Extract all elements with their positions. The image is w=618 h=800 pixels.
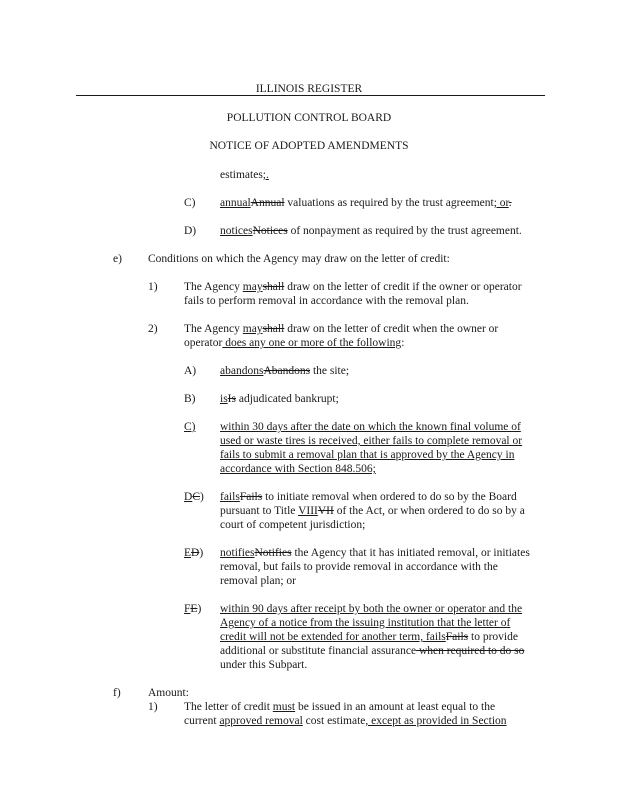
deleted-text: Is bbox=[227, 393, 236, 405]
item-b-label: B) bbox=[184, 393, 196, 405]
body-text: of the Act, or when ordered to do so by a bbox=[333, 505, 525, 517]
item-e-d-line-1 bbox=[220, 546, 530, 560]
inserted-text: notifies bbox=[220, 547, 255, 559]
body-text: be issued in an amount at least equal to the bbox=[295, 701, 496, 713]
item-d-text bbox=[220, 224, 522, 238]
item-c-new-line-4: accordance with Section 848.506; bbox=[220, 463, 376, 475]
deleted-text: Fails bbox=[239, 491, 263, 503]
item-d-c-line-3: court of competent jurisdiction; bbox=[220, 519, 366, 531]
item-a-text bbox=[220, 364, 349, 378]
inserted-text: VIII bbox=[298, 505, 318, 517]
deleted-text: shall bbox=[262, 323, 285, 335]
item-c-label: C) bbox=[184, 197, 196, 209]
deleted-text: VII bbox=[317, 505, 334, 517]
body-text: of nonpayment as required by the trust agreement. bbox=[287, 225, 522, 237]
body-text: the site; bbox=[310, 365, 350, 377]
body-text: additional or substitute financial assurance bbox=[220, 645, 417, 657]
body-text: the Agency that it has initiated removal, or initiates bbox=[291, 547, 530, 559]
deleted-text: Fails bbox=[445, 631, 469, 643]
body-text: : bbox=[401, 337, 405, 349]
deleted-text: Abandons bbox=[263, 365, 311, 377]
item-d-c-label bbox=[184, 490, 204, 504]
item-f-e-line-5: under this Subpart. bbox=[220, 659, 308, 671]
body-text: cost estimate bbox=[302, 715, 366, 727]
inserted-text: is bbox=[220, 393, 228, 405]
inserted-text: approved removal bbox=[219, 715, 303, 727]
deleted-text: shall bbox=[262, 281, 285, 293]
header-rule bbox=[76, 95, 545, 96]
subsection-e-text: Conditions on which the Agency may draw on the letter of credit: bbox=[148, 253, 450, 265]
inserted-text: may bbox=[242, 281, 263, 293]
item-d-c-line-1 bbox=[220, 490, 517, 504]
subsection-f-label: f) bbox=[113, 687, 121, 699]
subsection-f-text: Amount: bbox=[148, 687, 189, 699]
body-text: The Agency bbox=[184, 281, 243, 293]
item-a-label: A) bbox=[184, 365, 197, 377]
inserted-text: E bbox=[184, 547, 192, 559]
deleted-text: D bbox=[191, 547, 200, 559]
item-c-new-line-2: used or waste tires is received, either fails to complete removal or bbox=[220, 435, 523, 447]
body-text: operator bbox=[184, 337, 223, 349]
body-text: valuations as required by the trust agreement bbox=[284, 197, 494, 209]
deleted-text: C bbox=[192, 491, 200, 503]
deleted-text: Notices bbox=[252, 225, 288, 237]
inserted-text: annual bbox=[220, 197, 251, 209]
board-heading: POLLUTION CONTROL BOARD bbox=[226, 112, 392, 124]
item-c-text bbox=[220, 196, 512, 210]
deleted-text: E bbox=[190, 603, 198, 615]
body-text: The Agency bbox=[184, 323, 243, 335]
inserted-text: may bbox=[242, 323, 263, 335]
inserted-text: D bbox=[184, 491, 193, 503]
item-f-e-line-3 bbox=[220, 630, 518, 644]
deleted-text: . bbox=[508, 197, 512, 209]
item-f-e-line-4 bbox=[220, 644, 524, 658]
body-text: to initiate removal when ordered to do so by the Board bbox=[262, 491, 517, 503]
body-text: ) bbox=[199, 547, 204, 559]
item-e-d-line-2: removal, but fails to provide removal in accordance with the bbox=[220, 561, 498, 573]
item-c-new-line-1: within 30 days after the date on which the known final volume of bbox=[220, 421, 521, 433]
item-1-line-2: fails to perform removal in accordance with the removal plan. bbox=[184, 295, 469, 307]
item-b-text bbox=[220, 392, 339, 406]
item-d-label: D) bbox=[184, 225, 197, 237]
inserted-text: fails bbox=[425, 631, 446, 643]
amount-item-1-line-1 bbox=[184, 700, 495, 714]
inserted-text: , except as provided in Section bbox=[365, 715, 507, 727]
inserted-text: ; or bbox=[493, 197, 509, 209]
body-text: to provide bbox=[468, 631, 518, 643]
inserted-text: credit will not be extended for another term, bbox=[220, 631, 426, 643]
item-e-d-line-3: removal plan; or bbox=[220, 575, 297, 587]
deleted-text: Annual bbox=[250, 197, 285, 209]
inserted-text: F bbox=[184, 603, 191, 615]
item-f-e-line-2: Agency of a notice from the issuing institution that the letter of bbox=[220, 617, 511, 629]
item-2-label: 2) bbox=[148, 323, 158, 335]
estimates-line bbox=[220, 168, 269, 182]
notice-heading: NOTICE OF ADOPTED AMENDMENTS bbox=[209, 140, 409, 152]
deleted-text: Notifies bbox=[254, 547, 292, 559]
item-f-e-line-1: within 90 days after receipt by both the owner or operator and the bbox=[220, 603, 523, 615]
item-f-e-label bbox=[184, 602, 201, 616]
item-d-c-line-2 bbox=[220, 504, 525, 518]
body-text: ) bbox=[197, 603, 202, 615]
inserted-text: must bbox=[272, 701, 296, 713]
inserted-text: fails bbox=[220, 491, 240, 503]
body-text: draw on the letter of credit when the owner or bbox=[284, 323, 499, 335]
amount-item-1-line-2 bbox=[184, 714, 507, 728]
body-text: adjudicated bankrupt; bbox=[235, 393, 339, 405]
subsection-e-label: e) bbox=[113, 253, 122, 265]
body-text: ) bbox=[199, 491, 204, 503]
body-text: The letter of credit bbox=[184, 701, 273, 713]
body-text: pursuant to Title bbox=[220, 505, 299, 517]
item-1-label: 1) bbox=[148, 281, 158, 293]
body-text: draw on the letter of credit if the owner or operator bbox=[284, 281, 522, 293]
item-2-line-2 bbox=[184, 336, 404, 350]
inserted-text: does any one or more of the following bbox=[222, 337, 402, 349]
inserted-text: notices bbox=[220, 225, 253, 237]
body-text: current bbox=[184, 715, 220, 727]
item-2-line-1 bbox=[184, 322, 498, 336]
estimates-insert: ;. bbox=[262, 169, 269, 181]
deleted-text: when required to do so bbox=[416, 645, 525, 657]
item-e-d-label bbox=[184, 546, 203, 560]
item-c-new-label: C) bbox=[184, 421, 196, 433]
estimates-text: estimates bbox=[220, 169, 263, 181]
register-heading: ILLINOIS REGISTER bbox=[255, 83, 363, 95]
inserted-text: abandons bbox=[220, 365, 264, 377]
item-c-new-line-3: fails to submit a removal plan that is approved by the Agency in bbox=[220, 449, 515, 461]
amount-item-1-label: 1) bbox=[148, 701, 158, 713]
item-1-line-1 bbox=[184, 280, 522, 294]
